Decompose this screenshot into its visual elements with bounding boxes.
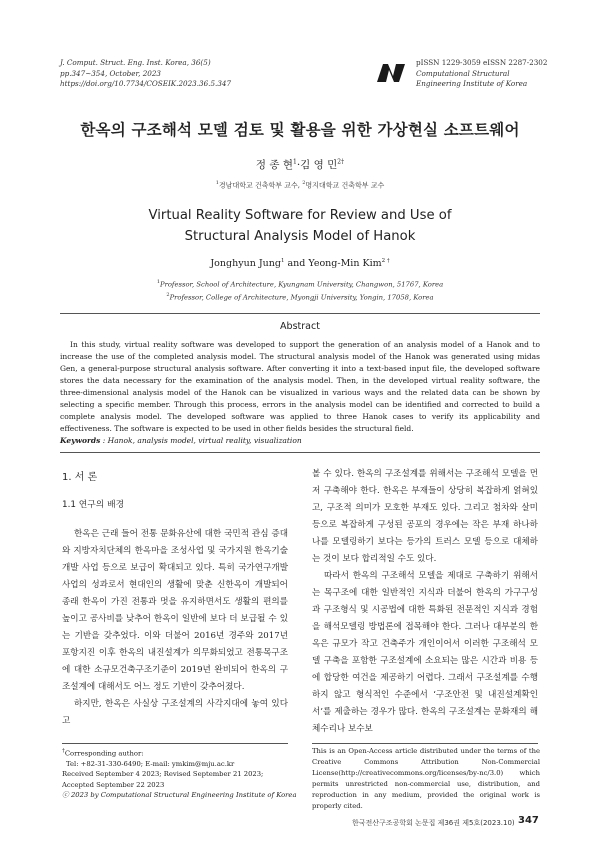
author2-en: Yeong-Min Kim xyxy=(308,258,382,270)
affil-en-2: Professor, College of Architecture, Myongji University, Yongin, 17058, Korea xyxy=(169,293,434,302)
author1-en-sup: 1 xyxy=(280,258,285,264)
author1-en: Jonghyun Jung xyxy=(210,258,281,270)
issn-line: pISSN 1229-3059 eISSN 2287-2302 xyxy=(416,58,548,67)
pages-line: pp.347~354, October, 2023 xyxy=(60,68,162,78)
society-line-2: Engineering Institute of Korea xyxy=(416,79,528,88)
title-korean: 한옥의 구조해석 모델 검토 및 활용을 위한 가상현실 소프트웨어 xyxy=(80,121,520,139)
keywords xyxy=(60,436,540,445)
accepted-line: Accepted September 22 2023 xyxy=(62,780,165,789)
page-number: 347 xyxy=(518,815,539,826)
received-line: Received September 4 2023; Revised September 21 2023; xyxy=(62,770,264,779)
keywords-sep: : xyxy=(100,436,108,445)
author-conj: and xyxy=(284,258,309,270)
title-english xyxy=(0,205,600,247)
affil-ko-2: 명지대학교 건축학부 교수 xyxy=(305,181,385,190)
copyright-line: ⓒ 2023 by Computational Structural Engineering Institute of Korea xyxy=(62,791,297,800)
author-separator: · xyxy=(296,159,301,171)
left-paragraph-1: 한옥은 근래 들어 전통 문화유산에 대한 국민적 관심 증대와 지방자치단체의 한옥마을 조성사업 및 국가지원 한옥기술개발 사업 등으로 보급이 확대되고 있다. 특히 국가연구개발사업의 성과로서 현대인의 생활에 맞춘 신한옥이 개발되어 종래 한옥이 가진 전통과 멋을 유지하면서도 생활의 편의를 높이고 공사비를 낮추어 한옥이 일반에 보다 더 보급될 수 있는 기반을 갖추었다. 이와 더불어 2016년 경주와 2017년 포항지진 이후 한옥의 내진설계가 의무화되었고 전통목구조에 대한 소규모건축구조기준이 2019년 완비되어 한옥의 구조설계에 대해서도 어느 정도 기반이 갖추어졌다. xyxy=(62,529,288,692)
affil-en-1: Professor, School of Architecture, Kyungnam University, Changwon, 51767, Korea xyxy=(160,280,444,289)
abstract-top-rule xyxy=(60,313,540,314)
affil-en-sup1: 1 xyxy=(156,279,161,285)
author1-ko-sup: 1 xyxy=(293,158,297,166)
subsection-heading: 1.1 연구의 배경 xyxy=(62,500,125,510)
corresponding-label: Corresponding author: xyxy=(64,749,144,758)
society-line-1: Computational Structural xyxy=(416,68,510,78)
authors-korean xyxy=(0,157,600,172)
author2-ko-sup: 2† xyxy=(337,158,345,166)
journal-line: J. Comput. Struct. Eng. Inst. Korea, 36(5) xyxy=(60,58,211,67)
right-paragraph-2: 따라서 한옥의 구조해석 모델을 제대로 구축하기 위해서는 목구조에 대한 일반적인 지식과 더불어 한옥의 가구구성과 구조형식 및 시공법에 대한 특화된 전문적인 지식과 경험을 해석모델링 방법론에 접목해야 한다. 그러나 대부분의 한옥은 규모가 작고 건축주가 개인이어서 이러한 구조해석 모델 구축을 포함한 구조설계에 소요되는 많은 시간과 비용 등에 합당한 여건을 제공하기 어렵다. 그래서 구조설계를 수행하지 않고 형식적인 수준에서 ‘구조안전 및 내진설계확인서’를 제출하는 경우가 많다. 한옥의 구조설계는 문화재의 해체수리나 보수보 xyxy=(312,571,538,734)
affil-ko-sup2: 2 xyxy=(302,180,306,186)
abstract-bottom-rule xyxy=(60,452,540,453)
affil-ko-sup1: 1 xyxy=(215,180,219,186)
right-paragraph-1: 볼 수 있다. 한옥의 구조설계를 위해서는 구조해석 모델을 먼저 구축해야 한다. 한옥은 부재들이 상당히 복잡하게 얽혀있고, 구조적 의미가 모호한 부재도 있다. 그리고 첨차와 살미 등으로 복잡하게 구성된 공포의 경우에는 작은 부재 하나하나를 모델링하기 보다는 등가의 트러스 모델 등으로 대체하는 것이 보다 합리적일 수도 있다. xyxy=(312,469,538,564)
affiliations-korean xyxy=(0,180,600,190)
authors-english xyxy=(0,258,600,269)
title-en-line1: Virtual Reality Software for Review and Use of xyxy=(148,208,452,223)
keywords-text: Hanok, analysis model, virtual reality, visualization xyxy=(107,436,302,445)
issn-block xyxy=(416,58,547,90)
keywords-label: Keywords xyxy=(60,436,101,445)
contact-line: Tel: +82-31-330-6490; E-mail: ymkim@mju.ac.kr xyxy=(66,759,235,768)
footnote-rule-left xyxy=(62,743,288,744)
society-logo-icon xyxy=(375,62,407,84)
footer-journal: 한국전산구조공학회 논문집 제36권 제5호(2023.10) xyxy=(352,819,515,827)
footnote-rule-right xyxy=(312,743,538,744)
author1-ko: 정 종 현 xyxy=(255,159,293,171)
affiliations-english xyxy=(0,277,600,303)
license-text: This is an Open-Access article distributed under the terms of the Creative Commons Attribution Non-Commercial License(http://creativecommons.org/licenses/by-nc/3.0) which permits unrestricted non-commercial use, distribution, and reproduction in any medium, provided the original work is properly cited. xyxy=(312,747,540,810)
footnote-left: †Corresponding author: Tel: +82-31-330-6490; E-mail: ymkim@mju.ac.kr Received September 4 2023; Revised September 21 2023; Accepted September 22 2023 ⓒ 2023 by Computational Structural Engineering Institute of Korea xyxy=(62,746,302,801)
author2-ko: 김 영 민 xyxy=(300,159,338,171)
affil-en-sup2: 2 xyxy=(166,291,170,298)
author2-en-sup: 2 † xyxy=(381,258,390,264)
left-column-body xyxy=(62,526,288,730)
section-heading: 1. 서 론 xyxy=(62,472,98,483)
doi-line: https://doi.org/10.7734/COSEIK.2023.36.5.347 xyxy=(60,79,232,88)
title-en-line2: Structural Analysis Model of Hanok xyxy=(184,229,416,244)
abstract-text: In this study, virtual reality software was developed to support the generation of an analysis model of a Hanok and to increase the use of the completed analysis model. The structural analysis model of the Hanok was generated using midas Gen, a general-purpose structural analysis software. After converting it into a text-based input file, the developed software stores the data necessary for the examination of the analysis model. Then, in the developed virtual reality software, the three-dimensional analysis model of the Hanok can be visualized in various ways and the related data can be shown by selecting a specific member. Through this process, errors in the analysis model can be identified and corrected to build a complete analysis model. The developed software was applied to three Hanok cases to verify its applicability and effectiveness. The software is expected to be used in other fields besides the structural field. xyxy=(60,340,540,433)
right-column-body xyxy=(312,466,538,738)
affil-ko-1: 경남대학교 건축학부 교수, xyxy=(218,181,303,190)
left-paragraph-2: 하지만, 한옥은 사실상 구조설계의 사각지대에 놓여 있다고 xyxy=(62,699,288,726)
abstract-heading: Abstract xyxy=(280,321,320,332)
journal-citation xyxy=(60,58,231,90)
